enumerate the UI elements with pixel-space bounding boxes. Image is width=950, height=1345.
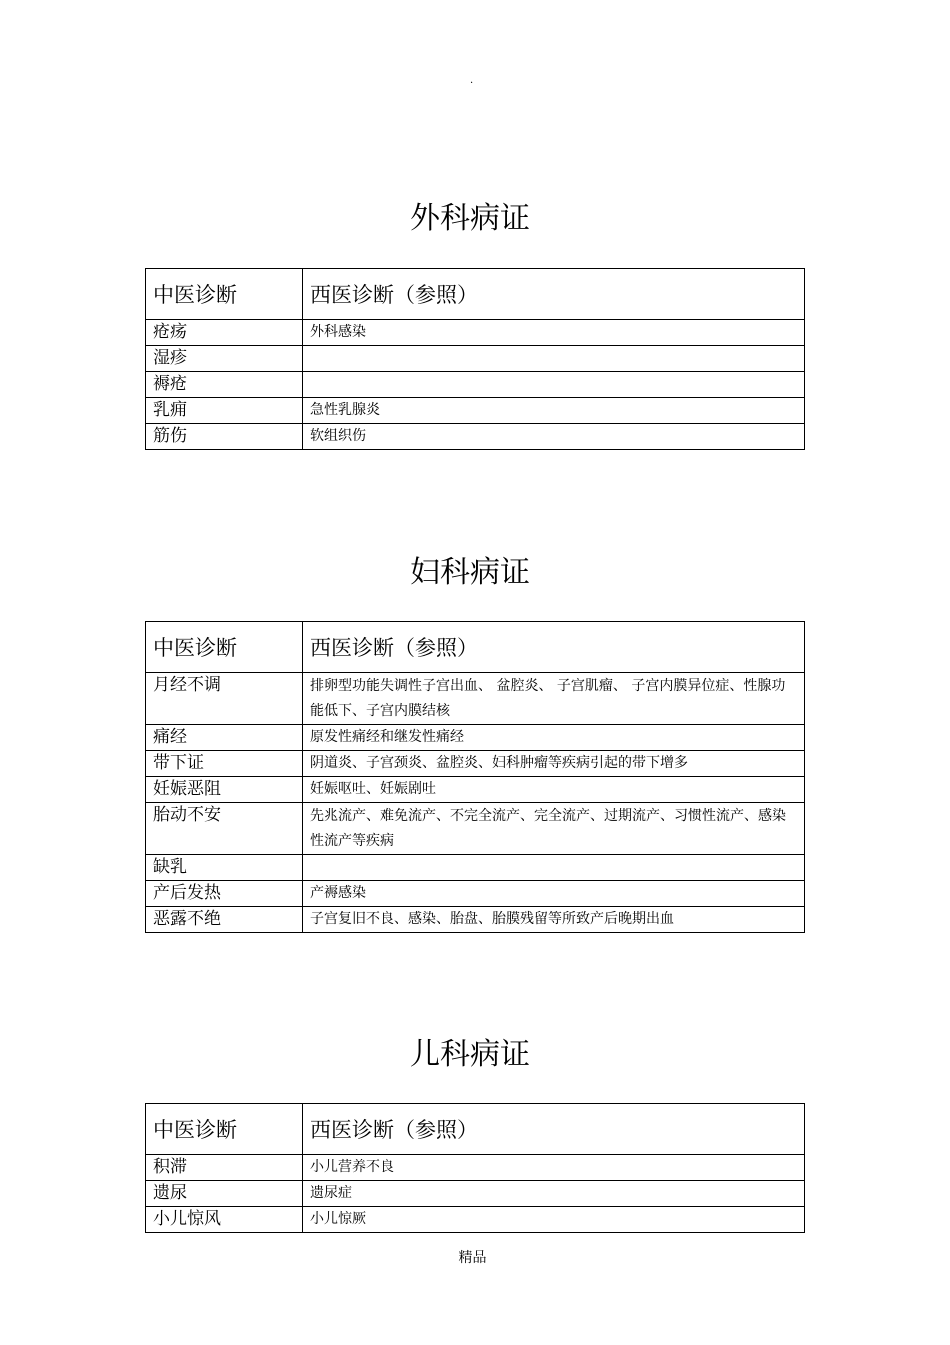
col-header-tcm: 中医诊断 — [146, 1104, 303, 1155]
table-row — [146, 1155, 805, 1181]
western-diagnosis-cell: 小儿惊厥 — [303, 1207, 805, 1233]
tcm-diagnosis-cell: 月经不调 — [146, 673, 303, 725]
tcm-diagnosis-cell: 湿疹 — [146, 346, 303, 372]
western-diagnosis-cell: 妊娠呕吐、妊娠剧吐 — [303, 777, 805, 803]
surgery-table — [145, 268, 805, 450]
tcm-diagnosis-cell: 褥疮 — [146, 372, 303, 398]
col-header-tcm: 中医诊断 — [146, 622, 303, 673]
tcm-diagnosis-cell: 疮疡 — [146, 320, 303, 346]
col-header-western: 西医诊断（参照） — [303, 269, 805, 320]
footer-text: 精品 — [458, 1250, 487, 1266]
western-diagnosis-cell: 阴道炎、子宫颈炎、盆腔炎、妇科肿瘤等疾病引起的带下增多 — [303, 751, 805, 777]
table-row — [146, 673, 805, 725]
header-mark: . — [470, 75, 474, 86]
table-row — [146, 372, 805, 398]
tcm-diagnosis-cell: 胎动不安 — [146, 803, 303, 855]
western-diagnosis-cell: 原发性痛经和继发性痛经 — [303, 725, 805, 751]
tcm-diagnosis-cell: 缺乳 — [146, 855, 303, 881]
table-row — [146, 1207, 805, 1233]
table-row — [146, 881, 805, 907]
tcm-diagnosis-cell: 恶露不绝 — [146, 907, 303, 933]
western-diagnosis-cell: 子宫复旧不良、感染、胎盘、胎膜残留等所致产后晚期出血 — [303, 907, 805, 933]
western-diagnosis-cell — [303, 372, 805, 398]
col-header-tcm: 中医诊断 — [146, 269, 303, 320]
tcm-diagnosis-cell: 遗尿 — [146, 1181, 303, 1207]
gynecology-table — [145, 621, 805, 933]
col-header-western: 西医诊断（参照） — [303, 1104, 805, 1155]
table-row — [146, 855, 805, 881]
table-header-row — [146, 269, 805, 320]
western-diagnosis-cell: 急性乳腺炎 — [303, 398, 805, 424]
tcm-diagnosis-cell: 产后发热 — [146, 881, 303, 907]
western-diagnosis-cell: 产褥感染 — [303, 881, 805, 907]
tcm-diagnosis-cell: 小儿惊风 — [146, 1207, 303, 1233]
table-header-row — [146, 622, 805, 673]
table-row — [146, 424, 805, 450]
section-title-gynecology: 妇科病证 — [410, 555, 530, 590]
western-diagnosis-cell: 遗尿症 — [303, 1181, 805, 1207]
table-row — [146, 320, 805, 346]
tcm-diagnosis-cell: 筋伤 — [146, 424, 303, 450]
table-row — [146, 1181, 805, 1207]
col-header-western: 西医诊断（参照） — [303, 622, 805, 673]
section-title-pediatrics: 儿科病证 — [410, 1037, 530, 1072]
table-row — [146, 346, 805, 372]
table-row — [146, 803, 805, 855]
western-diagnosis-cell: 先兆流产、难免流产、不完全流产、完全流产、过期流产、习惯性流产、感染性流产等疾病 — [303, 803, 805, 855]
tcm-diagnosis-cell: 痛经 — [146, 725, 303, 751]
tcm-diagnosis-cell: 带下证 — [146, 751, 303, 777]
section-title-surgery: 外科病证 — [410, 201, 530, 236]
tcm-diagnosis-cell: 乳痈 — [146, 398, 303, 424]
western-diagnosis-cell — [303, 855, 805, 881]
table-row — [146, 777, 805, 803]
western-diagnosis-cell: 小儿营养不良 — [303, 1155, 805, 1181]
western-diagnosis-cell: 外科感染 — [303, 320, 805, 346]
table-row — [146, 398, 805, 424]
western-diagnosis-cell: 软组织伤 — [303, 424, 805, 450]
table-row — [146, 725, 805, 751]
table-row — [146, 751, 805, 777]
western-diagnosis-cell: 排卵型功能失调性子宫出血、 盆腔炎、 子宫肌瘤、 子宫内膜异位症、性腺功能低下、子宫内膜结核 — [303, 673, 805, 725]
table-row — [146, 907, 805, 933]
tcm-diagnosis-cell: 积滞 — [146, 1155, 303, 1181]
tcm-diagnosis-cell: 妊娠恶阻 — [146, 777, 303, 803]
pediatrics-table — [145, 1103, 805, 1233]
western-diagnosis-cell — [303, 346, 805, 372]
table-header-row — [146, 1104, 805, 1155]
